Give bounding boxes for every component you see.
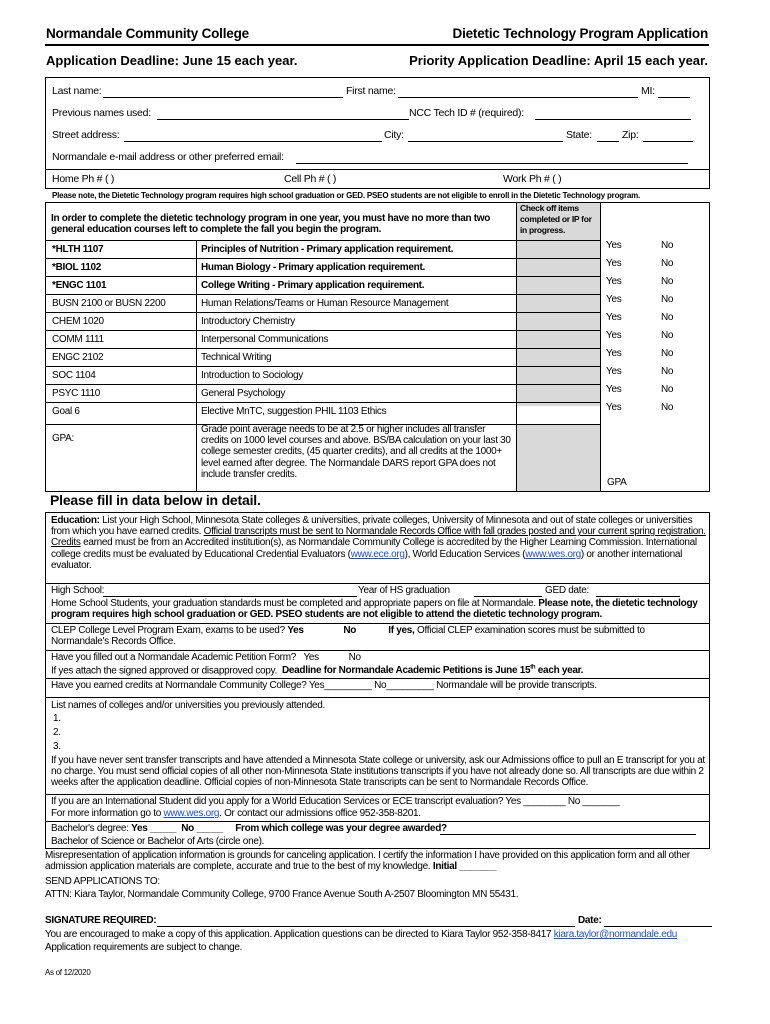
bachelor-college-field[interactable] — [440, 834, 696, 835]
clep-no[interactable]: No — [343, 625, 357, 636]
course-description: College Writing - Primary application requirement. — [201, 280, 425, 291]
course-description: Introduction to Sociology — [201, 370, 304, 381]
education-mid: ), World Education Services ( — [404, 548, 526, 560]
zip-field[interactable] — [643, 141, 693, 142]
ece-link[interactable]: www.ece.org — [350, 548, 405, 560]
previous-names-label: Previous names used: — [52, 107, 151, 119]
course-code: SOC 1104 — [52, 370, 96, 381]
initial-field[interactable]: Initial _______ — [432, 861, 497, 873]
petition-yes[interactable]: Yes — [303, 652, 319, 663]
course-no-option[interactable]: No — [661, 330, 674, 341]
transcript-note: If you have never sent transfer transcripts and have attended a Minnesota State college or university, ask our Admissions office to pull an E transcript for you at no charge. You must send official copies of all other non-Minnesota State institutions transcripts if you have not already done so. All transcripts are due within 2 weeks after the application deadline. Official copies of non-Minnesota State transcripts can be sent to Normandale Records Office. — [51, 755, 705, 789]
course-description: Technical Writing — [201, 352, 272, 363]
course-yes-option[interactable]: Yes — [606, 366, 622, 377]
education-accredited: earned must be from an Accredited institution(s), as Normandale Community College is accredited by the Higher Learning Commission. International college credits must be evaluated by Educational Credential Evaluators ( — [51, 537, 697, 560]
home-school-text: Home School Students, your graduation standards must be completed and appropriate papers on file at Normandale. — [51, 598, 536, 609]
last-name-label: Last name: — [52, 85, 102, 97]
detail-title: Please fill in data below in detail. — [50, 492, 261, 508]
mi-field[interactable] — [658, 97, 690, 98]
petition-no[interactable]: No — [348, 652, 361, 663]
course-yes-option[interactable]: Yes — [606, 258, 622, 269]
work-phone[interactable]: Work Ph # ( ) — [503, 173, 562, 185]
first-name-field[interactable] — [398, 97, 638, 98]
course-code: ENGC 2102 — [52, 352, 104, 363]
program-title: Dietetic Technology Program Application — [452, 26, 708, 41]
course-description: Human Biology - Primary application requirement. — [201, 262, 425, 273]
course-yes-option[interactable]: Yes — [606, 330, 622, 341]
course-no-option[interactable]: No — [661, 348, 674, 359]
home-school-paragraph — [51, 598, 706, 620]
course-no-option[interactable]: No — [661, 258, 674, 269]
clep-if-yes: If yes, — [388, 625, 415, 636]
course-description: Human Relations/Teams or Human Resource Management — [201, 298, 449, 309]
application-deadline: Application Deadline: June 15 each year. — [46, 53, 298, 68]
course-code: PSYC 1110 — [52, 388, 101, 399]
gpa-label: GPA: — [52, 433, 74, 444]
misrepresentation-statement: Misrepresentation of application information is grounds for canceling application. I certify the information I have provided on this application form and all other admission application materials are complete, accurate and true to the best of my knowledge. Initial _______ — [45, 850, 690, 873]
course-yes-option[interactable]: Yes — [606, 240, 622, 251]
attn-address: ATTN: Kiara Taylor, Normandale Community College, 9700 France Avenue South A-2507 Bloomington MN 55431. — [45, 889, 519, 900]
college-1[interactable]: 1. — [53, 713, 61, 724]
first-name-label: First name: — [346, 85, 396, 97]
course-no-option[interactable]: No — [661, 276, 674, 287]
wes-link[interactable]: www.wes.org — [525, 548, 581, 560]
bachelor-question: Bachelor's degree: Yes _____ No _____ From which college was your degree awarded? — [51, 823, 447, 834]
intl-wes-link[interactable]: www.wes.org — [163, 808, 220, 819]
copy-notice: You are encouraged to make a copy of this application. Application questions can be directed to Kiara Taylor 952-358-8417 kiara.taylor@normandale.edu — [45, 929, 678, 940]
course-description: Principles of Nutrition - Primary application requirement. — [201, 244, 454, 255]
course-code: CHEM 1020 — [52, 316, 104, 327]
date-label: Date: — [578, 915, 602, 926]
course-yes-option[interactable]: Yes — [606, 402, 622, 413]
clep-rest: Official CLEP examination scores must be submitted to Normandale's Records Office. — [51, 625, 645, 648]
earned-credits-question[interactable]: Have you earned credits at Normandale Community College? Yes_________ No_________ Normandale will be provide transcripts. — [51, 680, 597, 691]
last-name-field[interactable] — [103, 97, 343, 98]
pseo-notice: Please note, the Dietetic Technology program requires high school graduation or GED. PSEO students are not eligible to enroll in the Dietetic Technology program. — [52, 191, 641, 200]
course-yes-option[interactable]: Yes — [606, 312, 622, 323]
priority-deadline: Priority Application Deadline: April 15 each year. — [409, 53, 708, 68]
gpa-requirement-text: Grade point average needs to be at 2.5 or higher includes all transfer credits on 1000 level courses and above. BS/BA calculation on your last 30 college semester credits, (45 quarter credits), and all credits at the 1000+ level earned after degree. The Normandale DARS report GPA does not include transfer credits. — [201, 424, 511, 480]
petition-question: Have you filled out a Normandale Academic Petition Form? Yes No — [51, 652, 361, 663]
city-label: City: — [384, 129, 404, 141]
home-school-note: Please note, the dietetic technology program requires high school graduation or GED. PSEO students are not eligible to attend the dietetic technology program. — [51, 598, 698, 621]
street-label: Street address: — [52, 129, 120, 141]
college-2[interactable]: 2. — [53, 727, 61, 738]
college-3[interactable]: 3. — [53, 741, 61, 752]
colleges-title: List names of colleges and/or universities you previously attended. — [51, 700, 325, 711]
mi-label: MI: — [641, 85, 655, 97]
table-intro: In order to complete the dietetic technology program in one year, you must have no more than two general education courses left to complete the fall you begin the program. — [51, 213, 491, 236]
cell-phone[interactable]: Cell Ph # ( ) — [284, 173, 337, 185]
petition-attach: If yes attach the signed approved or disapproved copy. Deadline for Normandale Academic Petitions is June 15th each year. — [51, 665, 584, 677]
course-yes-option[interactable]: Yes — [606, 294, 622, 305]
ncc-tech-label: NCC Tech ID # (required): — [409, 107, 524, 119]
course-no-option[interactable]: No — [661, 312, 674, 323]
email-label: Normandale e-mail address or other preferred email: — [52, 151, 284, 163]
gpa-box-label[interactable]: GPA — [607, 477, 627, 488]
bachelor-which: From which college was your degree awarded? — [235, 823, 447, 834]
course-code: COMM 1111 — [52, 334, 104, 345]
petition-deadline: Deadline for Normandale Academic Petitions is June 15th each year. — [281, 665, 584, 677]
revision-date: As of 12/2020 — [45, 968, 91, 977]
course-code: *ENGC 1101 — [52, 280, 107, 291]
intl-info: For more information go to www.wes.org. Or contact our admissions office 952-358-8201. — [51, 808, 421, 819]
email-field[interactable] — [296, 163, 688, 164]
course-description: Introductory Chemistry — [201, 316, 295, 327]
ged-date-field[interactable] — [596, 596, 680, 597]
signature-field[interactable] — [157, 926, 575, 927]
ncc-tech-field[interactable] — [535, 119, 691, 120]
street-field[interactable] — [124, 141, 382, 142]
course-description: General Psychology — [201, 388, 286, 399]
state-field[interactable] — [597, 141, 619, 142]
college-name: Normandale Community College — [46, 26, 249, 41]
course-no-option[interactable]: No — [661, 294, 674, 305]
high-school-label: High School: — [51, 585, 105, 596]
date-field[interactable] — [604, 926, 712, 927]
city-field[interactable] — [408, 141, 563, 142]
bachelor-type[interactable]: Bachelor of Science or Bachelor of Arts (circle one). — [51, 836, 265, 847]
education-paragraph — [51, 515, 706, 571]
zip-label: Zip: — [622, 129, 639, 141]
course-yes-option[interactable]: Yes — [606, 348, 622, 359]
gpa-column-shading — [517, 424, 600, 491]
send-applications: SEND APPLICATIONS TO: — [45, 876, 160, 887]
course-yes-option[interactable]: Yes — [606, 276, 622, 287]
education-label: Education: — [51, 515, 100, 526]
course-code: Goal 6 — [52, 406, 80, 417]
high-school-field[interactable] — [103, 596, 357, 597]
course-description: Interpersonal Communications — [201, 334, 329, 345]
ged-date-label: GED date: — [545, 585, 589, 596]
course-no-option[interactable]: No — [661, 366, 674, 377]
course-description: Elective MnTC, suggestion PHIL 1103 Ethics — [201, 406, 387, 417]
clep-question: CLEP College Level Program Exam, exams to be used? — [51, 625, 285, 636]
home-phone[interactable]: Home Ph # ( ) — [52, 173, 115, 185]
state-label: State: — [566, 129, 592, 141]
previous-names-field[interactable] — [157, 119, 409, 120]
course-code: *BIOL 1102 — [52, 262, 102, 273]
hs-graduation-field[interactable] — [474, 596, 542, 597]
course-no-option[interactable]: No — [661, 240, 674, 251]
course-no-option[interactable]: No — [661, 384, 674, 395]
hs-graduation-label: Year of HS graduation — [358, 585, 450, 596]
contact-email-link[interactable]: kiara.taylor@normandale.edu — [553, 929, 678, 940]
check-column-header: Check off items completed or IP for in progress. — [520, 203, 592, 235]
education-end: ) or another international evaluator. — [51, 548, 683, 571]
course-code: BUSN 2100 or BUSN 2200 — [52, 298, 166, 309]
course-yes-option[interactable]: Yes — [606, 384, 622, 395]
bachelor-yes[interactable]: Yes _____ — [131, 823, 177, 834]
international-question[interactable]: If you are an International Student did you apply for a World Education Services or ECE transcript evaluation? Yes ________ No _______ — [51, 796, 620, 807]
course-code: *HLTH 1107 — [52, 244, 104, 255]
education-p1: List your High School, Minnesota State colleges & universities, private colleges, University of Minnesota and out of state colleges or universities from which you have earned credits. — [51, 515, 693, 538]
education-transcripts: Official transcripts must be sent to Normandale Records Office with fall grades posted and your current spring registration. Credits — [51, 526, 706, 549]
requirements-notice: Application requirements are subject to change. — [45, 942, 243, 953]
bachelor-no[interactable]: No _____ — [181, 823, 223, 834]
signature-label: SIGNATURE REQUIRED: — [45, 915, 157, 926]
clep-yes[interactable]: Yes — [287, 625, 304, 636]
course-no-option[interactable]: No — [661, 402, 674, 413]
clep-paragraph — [51, 625, 691, 647]
